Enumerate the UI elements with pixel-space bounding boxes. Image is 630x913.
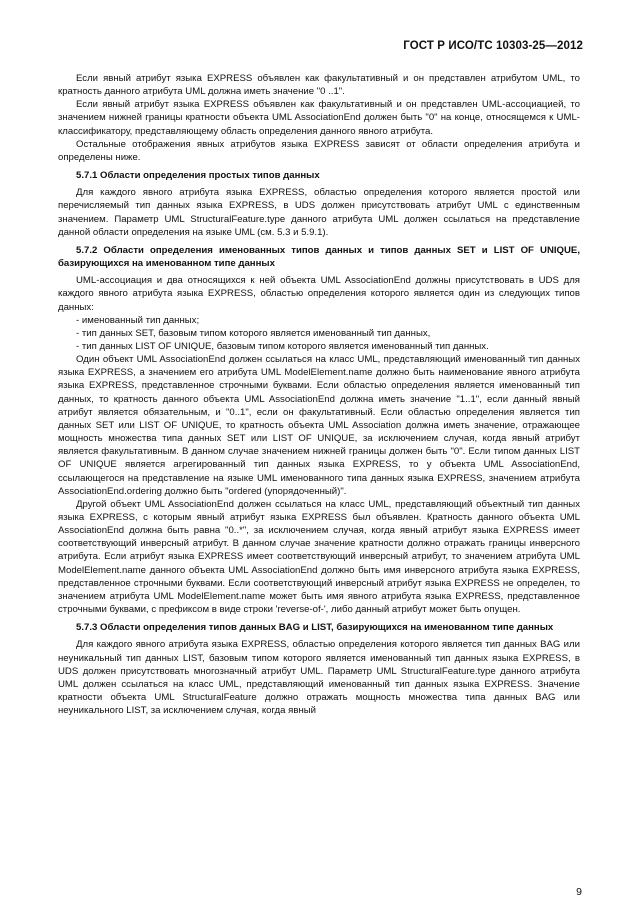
paragraph: Для каждого явного атрибута языка EXPRESS, областью определения которого является тип данных BAG или неуникальный тип данных LIST, базовым типом которого является именованный тип данных языка EXPRESS, в UDS должен присутствовать многозначный атрибут UML. Параметр UML StructuralFeature.type данного атрибута UML должен ссылаться на класс UML, представляющий именованный тип данных языка EXPRESS. Значение кратности объекта UML StructuralFeature должно отражать мощность множества типа данных BAG или неуникального LIST, за исключением случая, когда явный — [58, 639, 580, 717]
section-heading: 5.7.3 Области определения типов данных BAG и LIST, базирующихся на именованном типе данных — [76, 622, 554, 634]
list-item: - тип данных SET, базовым типом которого является именованный тип данных, — [76, 327, 431, 339]
document-body — [58, 72, 580, 717]
page-number: 9 — [576, 886, 582, 898]
paragraph: UML-ассоциация и два относящихся к ней объекта UML AssociationEnd должны присутствовать в UDS для каждого явного атрибута языка EXPRESS, областью определения которого является один из следующих типов данных: — [58, 275, 580, 313]
paragraph: Остальные отображения явных атрибутов языка EXPRESS зависят от области определения атрибута и определены ниже. — [58, 138, 580, 163]
section-heading: 5.7.2 Области определения именованных типов данных и типов данных SET и LIST OF UNIQUE, базирующихся на именованном типе данных — [58, 244, 580, 270]
section-heading: 5.7.1 Области определения простых типов данных — [76, 170, 320, 182]
paragraph: Для каждого явного атрибута языка EXPRESS, областью определения которого является простой или перечисляемый тип данных языка EXPRESS, в UDS должен присутствовать атрибут UML с единственным значением. Параметр UML StructuralFeature.type данного атрибута UML должен ссылаться на представление данной области определения на языке UML (см. 5.3 и 5.9.1). — [58, 187, 580, 238]
paragraph: Один объект UML AssociationEnd должен ссылаться на класс UML, представляющий именованный тип данных языка EXPRESS, а значением его атрибута UML ModelElement.name должно быть наименование явного атрибута языка EXPRESS, представленное строчными буквами. Если областью определения является именованный тип данных, то кратность данного объекта UML AssociationEnd должна иметь значение "1..1", если данный явный атрибут является обязательным, и "0..1", если он факультативный. Если областью определения является тип данных SET или LIST OF UNIQUE, то кратность объекта UML Association должна иметь значение, отражающее мощность множества типа данных SET или LIST OF UNIQUE, за исключением случая, когда явный атрибут является факультативным. В данном случае значением нижней границы должен быть "0". Если типом данных LIST OF UNIQUE является агрегированный тип данных языка EXPRESS, то у объекта UML AssociationEnd, ссылающегося на представление на языке UML именованного типа данных языка EXPRESS, значением атрибута AssociationEnd.ordering должно быть "ordered (упорядоченный)". — [58, 354, 580, 497]
paragraph: Если явный атрибут языка EXPRESS объявлен как факультативный и он представлен UML-ассоциацией, то значением нижней границы кратности объекта UML AssociationEnd должен быть "0" на конце, относящемся к UML-классификатору, представляющему область определения данного явного атрибута. — [58, 99, 580, 137]
list-item: - тип данных LIST OF UNIQUE, базовым типом которого является именованный тип данных. — [76, 340, 489, 352]
paragraph: Если явный атрибут языка EXPRESS объявлен как факультативный и он представлен атрибутом UML, то кратность данного атрибута UML должна иметь значение "0 ..1". — [58, 73, 580, 98]
document-header: ГОСТ Р ИСО/ТС 10303-25—2012 — [403, 40, 583, 52]
list-item: - именованный тип данных; — [76, 314, 200, 326]
paragraph: Другой объект UML AssociationEnd должен ссылаться на класс UML, представляющий объектный тип данных языка EXPRESS, с которым явный атрибут языка EXPRESS был объявлен. Кратность данного объекта UML AssociationEnd должна быть равна "0..*", за исключением случая, когда явный атрибут языка EXPRESS имеет соответствующий инверсный атрибут. В данном случае значение кратности должно отражать границы инверсного атрибута. Если атрибут языка EXPRESS имеет соответствующий инверсный атрибут, то значением атрибута UML ModelElement.name данного объекта UML AssociationEnd должно быть имя инверсного атрибута языка EXPRESS, представленное строчными буквами. Если соответствующий инверсный атрибут языка EXPRESS не определен, то значением атрибута UML ModelElement.name может быть имя явного атрибута языка EXPRESS, представленное строчными буквами, с префиксом в виде строки 'reverse-of-', либо данный атрибут может быть опущен. — [58, 498, 580, 616]
